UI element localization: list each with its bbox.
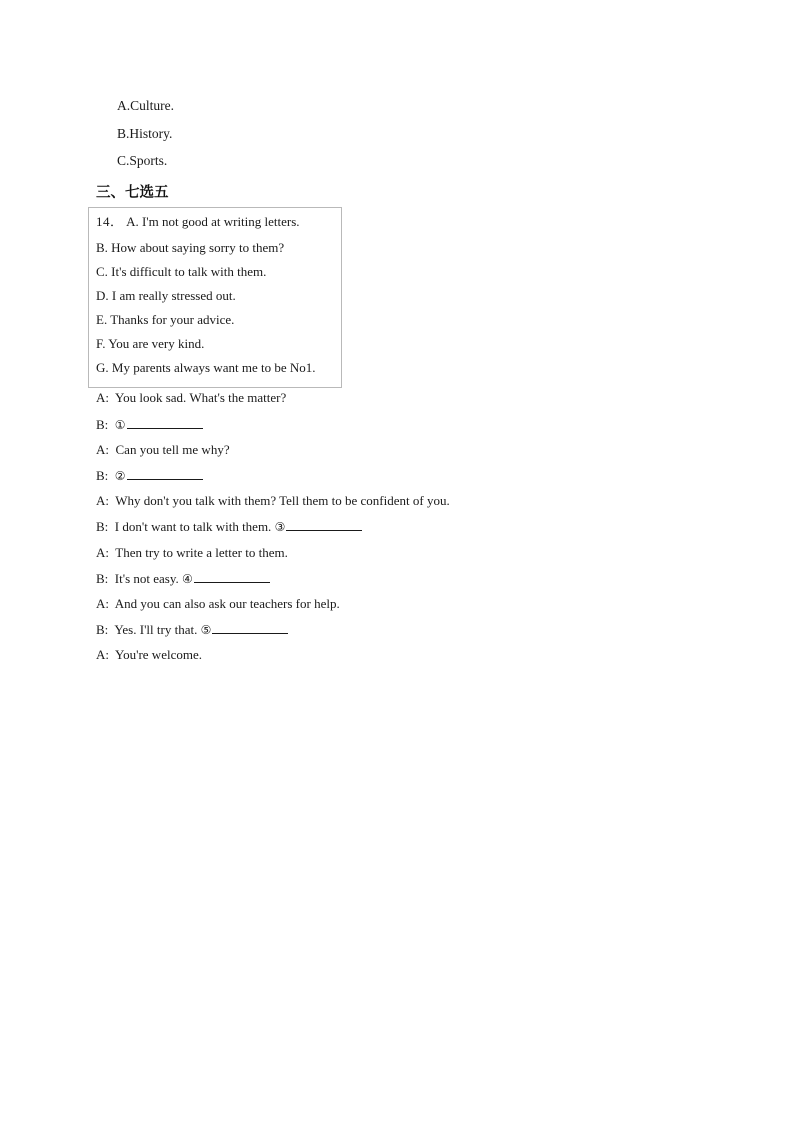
dialogue-line [96,647,202,663]
dialogue-line [96,442,230,458]
dialogue-text: Why don't you talk with them? Tell them to be confident of you. [115,493,450,508]
dialogue-line [96,493,450,509]
question-option-c: C. It's difficult to talk with them. [96,264,267,279]
dialogue-line [96,518,362,535]
blank-marker: ④ [182,572,193,586]
dialogue-text: You're welcome. [115,647,202,662]
speaker-label: A: [96,390,109,405]
speaker-label: A: [96,493,109,508]
question-option-a [96,214,300,230]
blank-marker: ② [114,469,126,483]
blank-marker: ① [114,418,126,432]
question-option-g: G. My parents always want me to be No1. [96,360,316,375]
question-number: 14． [96,214,124,229]
dialogue-line [96,416,203,433]
dialogue-text: Yes. I'll try that. [114,622,198,637]
question-option-b: B. How about saying sorry to them? [96,240,285,255]
speaker-label: A: [96,647,109,662]
answer-blank[interactable] [127,416,203,429]
question-option-f: F. You are very kind. [96,336,205,351]
dialogue-text: You look sad. What's the matter? [115,390,287,405]
blank-marker: ③ [274,520,286,534]
option-text: A. I'm not good at writing letters. [126,214,300,229]
question-option-e: E. Thanks for your advice. [96,312,235,327]
dialogue-line [96,570,270,587]
dialogue-text: It's not easy. [114,571,179,586]
speaker-label: A: [96,442,109,457]
prev-option-b: B.History. [117,126,173,141]
dialogue-line [96,390,286,406]
dialogue-text: And you can also ask our teachers for help. [114,596,340,611]
answer-blank[interactable] [194,570,270,583]
speaker-label: A: [96,596,109,611]
prev-option-c: C.Sports. [117,153,168,168]
blank-marker: ⑤ [200,623,212,637]
section-heading: 三、七选五 [96,185,169,201]
answer-blank[interactable] [212,621,288,634]
speaker-label: B: [96,571,109,586]
dialogue-line [96,467,203,484]
prev-option-a: A.Culture. [117,98,174,113]
dialogue-text: Then try to write a letter to them. [115,545,288,560]
dialogue-line [96,545,288,561]
speaker-label: B: [96,622,109,637]
speaker-label: B: [96,468,109,483]
answer-blank[interactable] [127,467,203,480]
dialogue-text: I don't want to talk with them. [114,519,272,534]
speaker-label: B: [96,519,109,534]
dialogue-text: Can you tell me why? [115,442,230,457]
speaker-label: B: [96,417,109,432]
answer-blank[interactable] [286,518,362,531]
question-option-d: D. I am really stressed out. [96,288,236,303]
dialogue-line [96,596,340,612]
speaker-label: A: [96,545,109,560]
dialogue-line [96,621,288,638]
